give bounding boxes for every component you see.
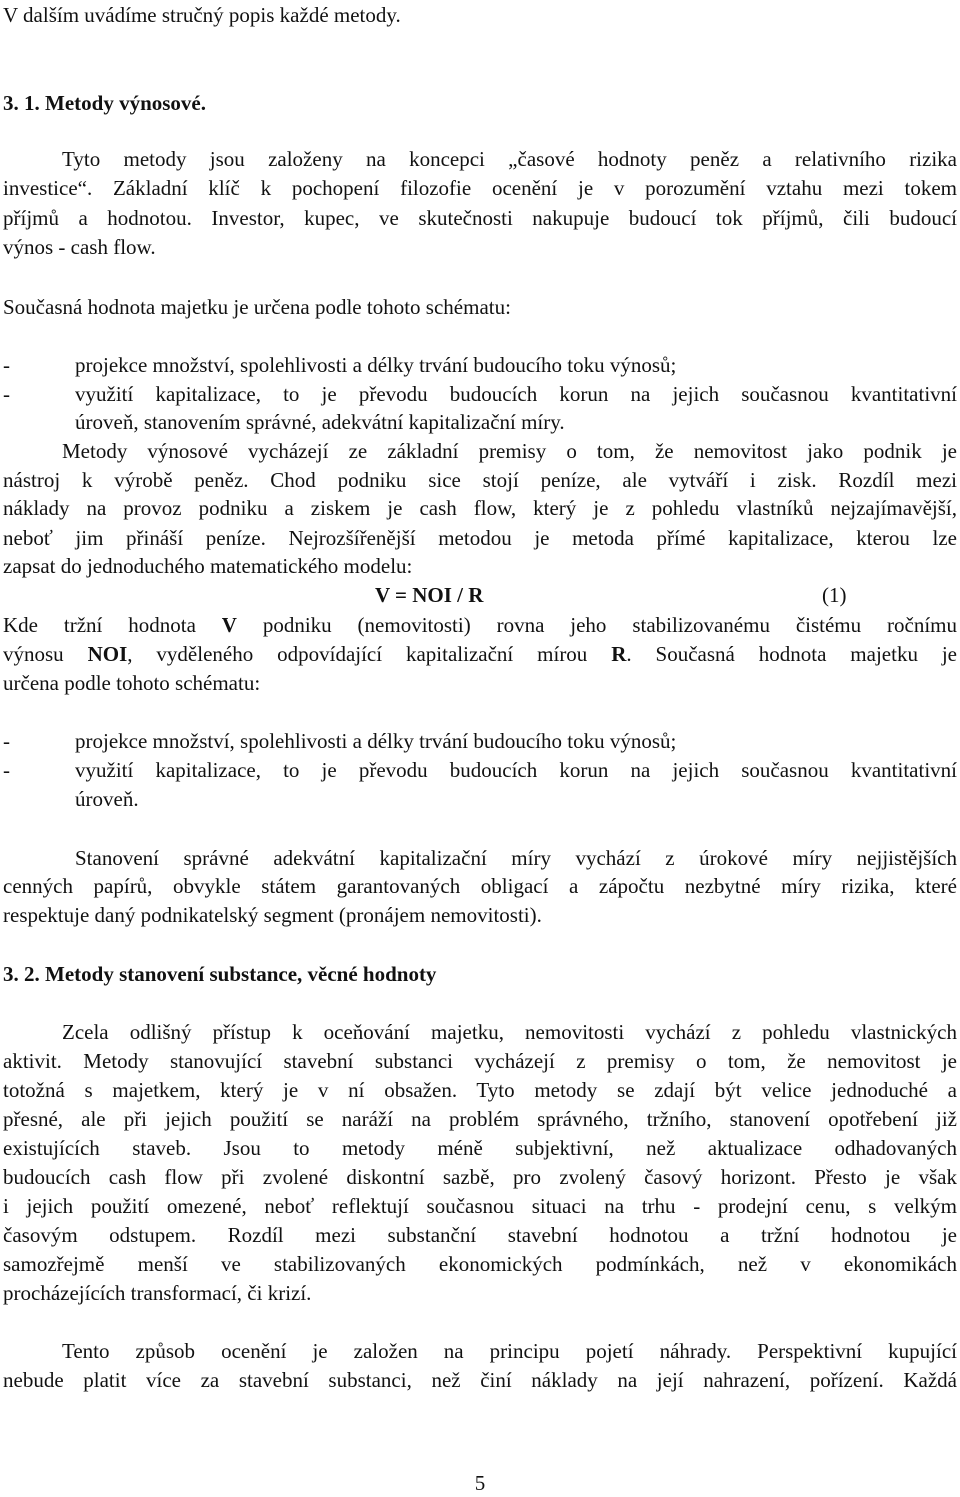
section-1-para-3-line-1	[3, 612, 957, 639]
section-2-para-1-line-5: existujících staveb. Jsou to metody méně subjektivní, než aktualizace odhadovaných	[3, 1136, 957, 1160]
section-2-para-2-line-1: Tento způsob ocenění je založen na principu pojetí náhrady. Perspektivní kupující	[62, 1339, 957, 1363]
section-1-para-4-line-1: Stanovení správné adekvátní kapitalizační míry vychází z úrokové míry nejjistějších	[75, 846, 957, 870]
list-2-item-2-line-1: využití kapitalizace, to je převodu budoucích korun na jejich současnou kvantitativní	[75, 758, 957, 782]
section-1-heading: 3. 1. Metody výnosové.	[3, 91, 206, 115]
symbol-r: R	[611, 642, 627, 666]
list-1-dash-2: -	[3, 382, 10, 406]
section-1-para-1-line-3: příjmů a hodnotou. Investor, kupec, ve skutečnosti nakupuje budoucí tok příjmů, čili budoucí	[3, 206, 957, 230]
section-1-para-1-line-4: výnos - cash flow.	[3, 235, 156, 259]
section-2-para-1-line-1: Zcela odlišný přístup k oceňování majetku, nemovitosti vychází z pohledu vlastnických	[62, 1020, 957, 1044]
symbol-v: V	[221, 613, 237, 637]
section-2-para-1-line-8: časovým odstupem. Rozdíl mezi substanční stavební hodnotou a tržní hodnotou je	[3, 1223, 957, 1247]
list-1-item-2-line-2: úroveň, stanovením správné, adekvátní kapitalizační míry.	[75, 410, 565, 434]
equation: V = NOI / R	[375, 583, 484, 607]
para-3-text: , vyděleného odpovídající kapitalizační mírou	[127, 642, 612, 666]
list-2-dash-2: -	[3, 758, 10, 782]
list-1-item-1: projekce množství, spolehlivosti a délky trvání budoucího toku výnosů;	[75, 353, 677, 377]
equation-number: (1)	[822, 583, 847, 607]
section-2-para-1-line-6: budoucích cash flow při zvolené diskontní sazbě, pro zvolený časový horizont. Přesto je však	[3, 1165, 957, 1189]
section-1-para-3-line-3: určena podle tohoto schématu:	[3, 671, 261, 695]
page-number: 5	[474, 1471, 486, 1495]
intro-text: V dalším uvádíme stručný popis každé metody.	[3, 3, 401, 27]
section-1-para-2-line-4: neboť jim přináší peníze. Nejrozšířenější metodou je metoda přímé kapitalizace, kterou lze	[3, 526, 957, 550]
section-2-para-1-line-2: aktivit. Metody stanovující stavební substanci vycházejí z premisy o tom, že nemovitost je	[3, 1049, 957, 1073]
schema-intro: Současná hodnota majetku je určena podle tohoto schématu:	[3, 295, 511, 319]
section-1-para-1-line-2: investice“. Základní klíč k pochopení filozofie ocenění je v porozumění vztahu mezi tokem	[3, 176, 957, 200]
section-2-para-1-line-9: samozřejmě menší ve stabilizovaných ekonomických podmínkách, než v ekonomikách	[3, 1252, 957, 1276]
section-2-para-1-line-10: procházejících transformací, či krizí.	[3, 1281, 312, 1305]
section-1-para-2-line-3: náklady na provoz podniku a ziskem je cash flow, který je z pohledu vlastníků nejzajímavější,	[3, 496, 957, 520]
para-3-text: . Současná hodnota majetku je	[626, 642, 957, 666]
section-1-para-3-line-2	[3, 641, 957, 668]
section-2-para-1-line-4: přesné, ale při jejich použití se naráží na problém správného, tržního, stanovení opotřebení již	[3, 1107, 957, 1131]
section-2-para-1-line-3: totožná s majetkem, který je v ní obsažen. Tyto metody se zdají být velice jednoduché a	[3, 1078, 957, 1102]
section-2-heading: 3. 2. Metody stanovení substance, věcné hodnoty	[3, 962, 437, 986]
section-1-para-1-line-1: Tyto metody jsou založeny na koncepci „časové hodnoty peněz a relativního rizika	[62, 147, 957, 171]
section-1-para-4-line-3: respektuje daný podnikatelský segment (pronájem nemovitosti).	[3, 903, 542, 927]
section-2-para-2-line-2: nebude platit více za stavební substanci, než činí náklady na její nahrazení, pořízení. Každá	[3, 1368, 957, 1392]
list-1-item-2-line-1: využití kapitalizace, to je převodu budoucích korun na jejich současnou kvantitativní	[75, 382, 957, 406]
section-2-para-1-line-7: i jejich použití omezené, neboť reflektují současnou situaci na trhu - prodejní cenu, s velkým	[3, 1194, 957, 1218]
section-1-para-2-line-2: nástroj k výrobě peněz. Chod podniku sice stojí peníze, ale vytváří i zisk. Rozdíl mezi	[3, 468, 957, 492]
list-2-item-1: projekce množství, spolehlivosti a délky trvání budoucího toku výnosů;	[75, 729, 677, 753]
para-3-text: Kde tržní hodnota	[3, 613, 222, 637]
section-1-para-2-line-1: Metody výnosové vycházejí ze základní premisy o tom, že nemovitost jako podnik je	[62, 439, 957, 463]
para-3-text: podniku (nemovitosti) rovna jeho stabilizovanému čistému ročnímu	[236, 613, 958, 637]
section-1-para-2-line-5: zapsat do jednoduchého matematického modelu:	[3, 554, 413, 578]
para-3-text: výnosu	[3, 642, 88, 666]
list-1-dash-1: -	[3, 353, 10, 377]
list-2-dash-1: -	[3, 729, 10, 753]
section-1-para-4-line-2: cenných papírů, obvykle státem garantovaných obligací a zápočtu nezbytné míry rizika, které	[3, 874, 957, 898]
list-2-item-2-line-2: úroveň.	[75, 787, 139, 811]
symbol-noi: NOI	[87, 642, 128, 666]
